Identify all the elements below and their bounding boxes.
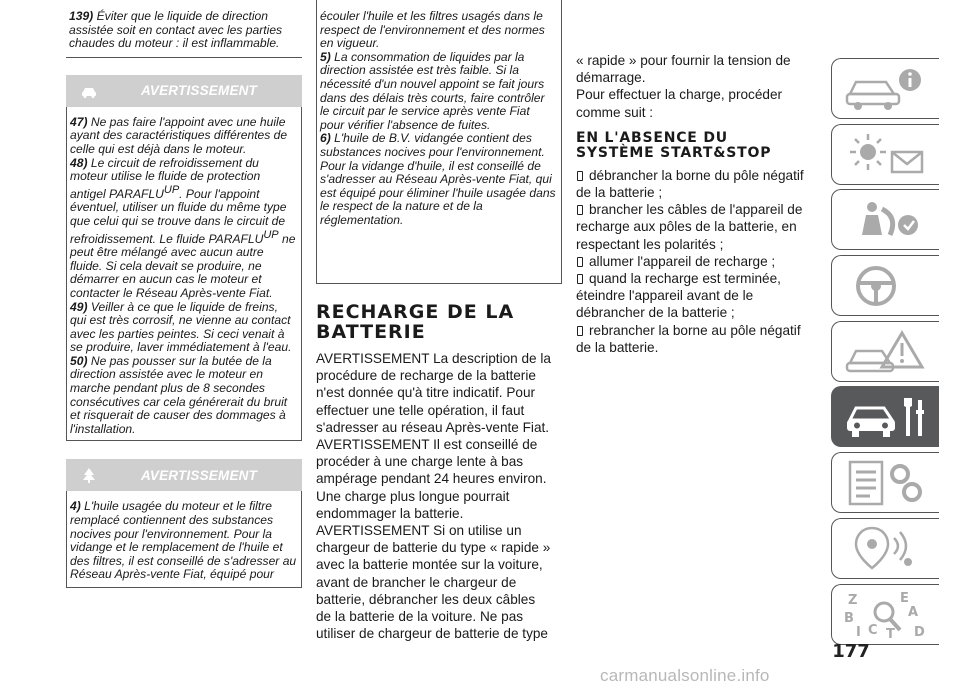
warning-48 <box>70 157 297 301</box>
text-line: Pour effectuer la charge, procéder <box>576 87 783 103</box>
list-item-continuation <box>576 287 816 304</box>
warning-title: AVERTISSEMENT <box>140 83 258 99</box>
note-text: Le circuit de refroidissement du moteur utilise le fluide de protection antigel PARAFLU <box>70 155 261 201</box>
warning-lights-icon <box>842 130 932 180</box>
maintenance-icon <box>842 392 932 442</box>
text-line: chargeur de batterie du type « rapide » <box>316 540 551 556</box>
note-text: Éviter que le liquide de direction assistée soit en contact avec les parties chaudes du moteur : il est inflammable. <box>69 9 283 51</box>
bullet-marker <box>577 171 583 181</box>
note-text: Ne pas faire l'appoint avec une huile ayant des caractéristiques différentes de celle qui est déjà dans le moteur. <box>70 114 288 156</box>
list-item-continuation <box>576 339 816 356</box>
text-line: ampérage pendant 24 heures environ. <box>316 471 547 487</box>
text-line: Une charge plus longue pourrait <box>316 488 510 504</box>
tab-specifications[interactable] <box>831 452 939 513</box>
warning-header-1 <box>66 75 302 107</box>
text-line: effectuer une telle opération, il faut <box>316 402 525 418</box>
environment-tree-icon <box>80 467 98 483</box>
note-text: La consommation de liquides par la direction assistée est très faible. Si la nécessité d'un nouvel appoint se fait jours dans des délais très courts, faire contrôler le circuit par le service après vente Fiat pour vérifier l'absence de fuites. <box>320 49 545 132</box>
bullet-marker <box>577 257 583 267</box>
warning-header-2 <box>66 459 302 491</box>
steering-wheel-icon <box>842 261 932 311</box>
tab-warning-lights[interactable] <box>831 124 939 185</box>
watermark: carmanualsonline.info <box>600 666 770 685</box>
environment-5 <box>320 51 557 133</box>
note-text: Ne pas pousser sur la butée de la direction assistée avec le moteur en marche pendant plus de 8 secondes consécutives car cela générerait du bruit et risquerait de causer des dommages à l'installation. <box>70 353 288 436</box>
index-letter: T <box>886 627 895 640</box>
environment-6 <box>320 132 557 227</box>
note-139 <box>66 0 302 58</box>
index-letter: A <box>908 605 919 620</box>
note-text: . Pour l'appoint éventuel, utiliser un fluide du même type que celui qui se trouve dans le circuit de refroidissement. Le fluide PARAFLU <box>70 186 287 246</box>
text-line: procéder à une charge lente à bas <box>316 454 524 470</box>
car-warning-icon <box>80 83 98 99</box>
index-letter: D <box>914 625 925 640</box>
subsection-heading-line: EN L'ABSENCE DU <box>576 129 728 146</box>
bullet-marker <box>577 326 583 336</box>
page-number: 177 <box>832 641 870 662</box>
note-number: 49) <box>70 299 88 314</box>
note-text: ne peut être mélangé avec aucun autre fluide. Si cela devait se produire, ne démarrer en aucun cas le moteur et contacter le Réseau Après-vente Fiat. <box>70 231 296 300</box>
text-line: « rapide » pour fournir la tension de <box>576 53 791 68</box>
list-item-text: de la batterie. <box>576 339 659 355</box>
environment-4 <box>70 500 297 582</box>
safety-airbag-icon <box>842 195 932 245</box>
list-item-continuation <box>576 236 816 253</box>
note-number: 139) <box>69 9 94 23</box>
list-item-continuation <box>576 218 816 235</box>
left-column <box>66 0 302 588</box>
tab-emergency[interactable] <box>831 321 939 382</box>
list-item-text: de la batterie ; <box>576 185 663 201</box>
text-line: avant de brancher le chargeur de <box>316 574 517 590</box>
text-line: batterie, débrancher les deux câbles <box>316 591 536 607</box>
text-line: s'adresser au réseau Après-vente Fiat. <box>316 419 550 435</box>
note-number: 50) <box>70 353 88 368</box>
list-item-text: respectant les polarités ; <box>576 236 724 252</box>
tab-driving[interactable] <box>831 255 939 316</box>
text-line: comme suit : <box>576 104 654 120</box>
note-number: 47) <box>70 114 88 129</box>
subsection-heading-line: SYSTÈME START&STOP <box>576 144 772 161</box>
warning-box-1 <box>66 107 302 442</box>
text-line: endommager la batterie. <box>316 505 464 521</box>
list-item-text: recharge aux pôles de la batterie, en <box>576 219 797 235</box>
text-line: AVERTISSEMENT Il est conseillé de <box>316 437 538 453</box>
note-number: 48) <box>70 155 88 170</box>
list-item <box>576 253 816 270</box>
index-letter: C <box>868 623 878 638</box>
index-letter: E <box>900 591 909 606</box>
list-item <box>576 201 816 218</box>
index-letter: I <box>856 625 861 640</box>
warning-49 <box>70 301 297 355</box>
emergency-icon <box>842 327 932 377</box>
text-line: de la batterie de la voiture. Ne pas <box>316 609 524 625</box>
bullet-marker <box>577 274 583 284</box>
index-letter: B <box>844 611 854 626</box>
car-info-icon <box>842 64 932 114</box>
note-number: 5) <box>320 49 331 64</box>
warning-box-2 <box>66 491 302 588</box>
environment-box-continued <box>316 0 562 284</box>
procedure-list <box>576 167 816 356</box>
index-icon <box>842 590 932 640</box>
section-heading-line: BATTERIE <box>316 321 426 343</box>
body-text <box>316 350 562 642</box>
note-number: 6) <box>320 131 331 146</box>
section-heading <box>316 284 562 342</box>
list-item-text: quand la recharge est terminée, <box>589 271 781 287</box>
superscript: UP <box>263 228 279 241</box>
note-number: 4) <box>70 499 81 514</box>
tab-multimedia[interactable] <box>831 518 939 579</box>
warning-50 <box>70 355 297 437</box>
text-line: démarrage. <box>576 70 646 86</box>
list-item <box>576 270 816 287</box>
note-text: L'huile usagée du moteur et le filtre remplacé contiennent des substances nocives pour l'environnement. Pour la vidange et le remplacement de l'huile et des filtres, il est conseillé de s'adresser au Réseau Après-vente Fiat, équipé pour <box>70 499 297 582</box>
note-text: L'huile de B.V. vidangée contient des substances nocives pour l'environnement. Pour la vidange d'huile, il est conseillé de s'adresser au Réseau Après-vente Fiat, qui est équipé pour éliminer l'huile usagée dans le respect de la nature et de la réglementation. <box>320 131 556 227</box>
middle-column <box>316 0 562 642</box>
text-line: procédure de recharge de la batterie <box>316 368 536 384</box>
list-item-continuation <box>576 304 816 321</box>
warning-title: AVERTISSEMENT <box>140 467 258 483</box>
warning-47 <box>70 116 297 157</box>
subsection-heading <box>576 131 816 161</box>
section-heading-line: RECHARGE DE LA <box>316 301 515 323</box>
multimedia-icon <box>842 524 932 574</box>
right-column <box>576 0 816 356</box>
list-item-text: éteindre l'appareil avant de le <box>576 288 754 304</box>
intro-text <box>576 52 816 121</box>
list-item <box>576 322 816 339</box>
tab-index[interactable] <box>831 584 939 645</box>
text-line: avec la batterie montée sur la voiture, <box>316 557 543 573</box>
note-text: Veiller à ce que le liquide de freins, qui est très corrosif, ne vienne au contact avec les parties peintes. Si ceci venait à se produire, laver immédiatement à l'eau. <box>70 299 292 355</box>
tab-car-info[interactable] <box>831 58 939 119</box>
text-line: AVERTISSEMENT La description de la <box>316 351 551 366</box>
bullet-marker <box>577 205 583 215</box>
tab-safety[interactable] <box>831 189 939 250</box>
text-line: AVERTISSEMENT Si on utilise un <box>316 523 522 539</box>
specifications-icon <box>842 458 932 508</box>
list-item-text: rebrancher la borne au pôle négatif <box>589 322 801 338</box>
list-item-text: allumer l'appareil de recharge ; <box>589 253 776 269</box>
index-letter: Z <box>848 593 858 608</box>
environment-4-continued: écouler l'huile et les filtres usagés dans le respect de l'environnement et des normes en vigueur. <box>320 9 545 51</box>
superscript: UP <box>163 183 180 196</box>
list-item-continuation <box>576 184 816 201</box>
list-item <box>576 167 816 184</box>
tab-maintenance[interactable] <box>831 386 939 447</box>
text-line: n'est donnée qu'à titre indicatif. Pour <box>316 385 536 401</box>
list-item-text: débrancher de la batterie ; <box>576 305 735 321</box>
text-line: utiliser de chargeur de batterie de type <box>316 626 548 642</box>
list-item-text: brancher les câbles de l'appareil de <box>589 202 803 218</box>
list-item-text: débrancher la borne du pôle négatif <box>589 167 804 183</box>
